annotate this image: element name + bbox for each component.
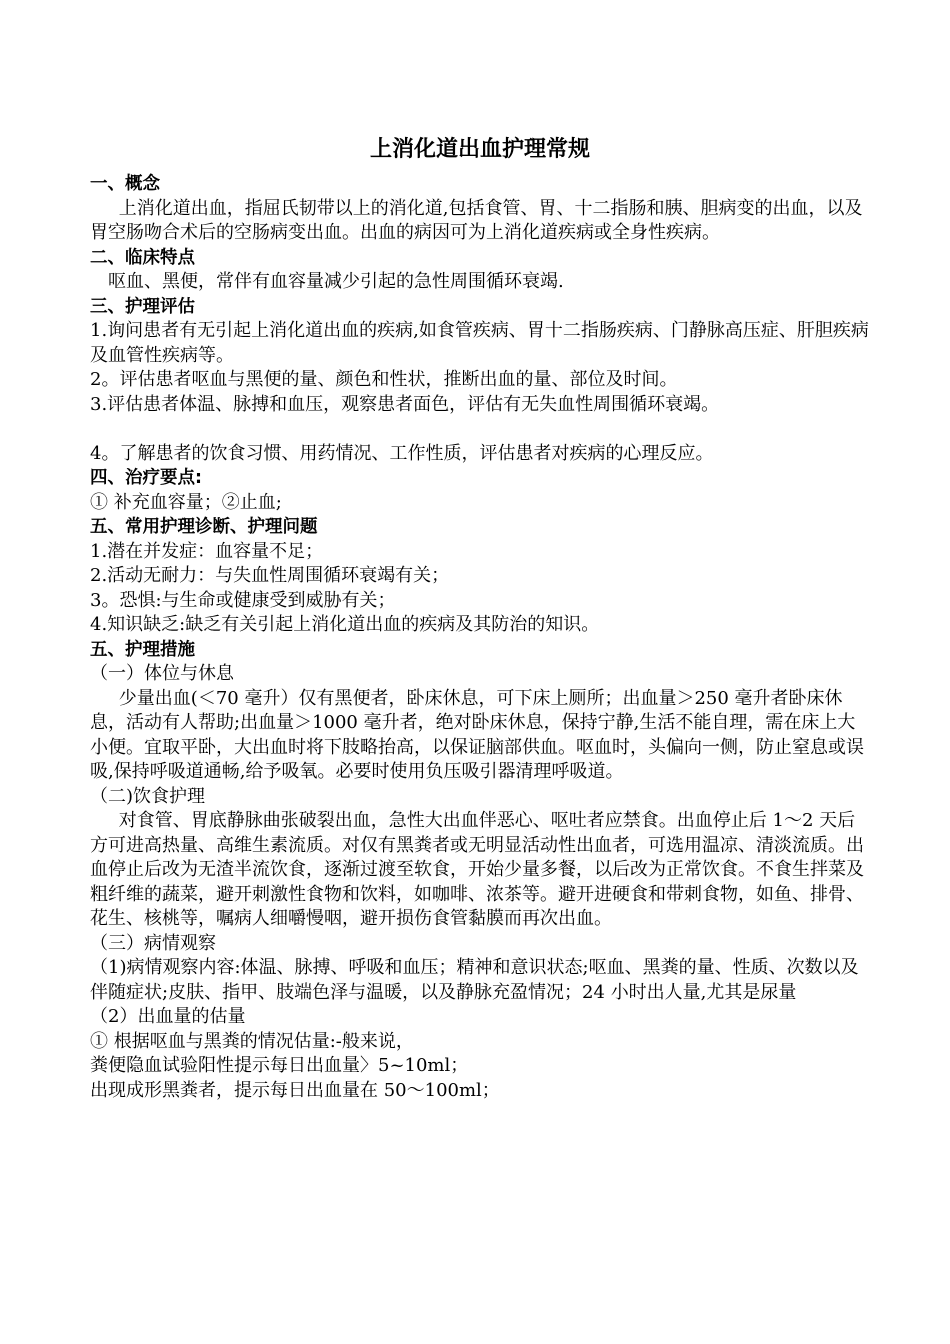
section-body-clinical: 呕血、黑便，常伴有血容量减少引起的急性周围循环衰竭. [108,271,564,292]
list-item: 粪便隐血试验阳性提示每日出血量〉5~10ml； [90,1055,469,1076]
section-heading-assessment: 三、护理评估 [90,296,195,317]
blank-line [90,417,870,442]
list-item: 出现成形黑粪者，提示每日出血量在 50～100ml； [90,1079,500,1101]
section-heading-diagnosis: 五、常用护理诊断、护理问题 [90,517,318,537]
section-heading-concept: 一、概念 [90,174,160,194]
list-item: 2.活动无耐力：与失血性周围循环衰竭有关； [90,565,450,586]
subsection-body-diet: 对食管、胃底静脉曲张破裂出血，急性大出血伴恶心、呕吐者应禁食。出血停止后 1～2 天后方可进高热量、高维生素流质。对仅有黑粪者或无明显活动性出血者，可选用温凉、清淡流质。出血停止后改为无渣半流饮食，逐渐过渡至软食，开始少量多餐，以后改为正常饮食。不食生拌菜及粗纤维的蔬菜，避开刺激性食物和饮料，如咖啡、浓茶等。避开进硬食和带刺食物，如鱼、排骨、花生、核桃等，嘱病人细嚼慢咽，避开损伤食管黏膜而再次出血。 [90,810,864,929]
section-body-treatment: ① 补充血容量；②止血; [90,491,282,513]
list-item: 3.评估患者体温、脉搏和血压，观察患者面色，评估有无失血性周围循环衰竭。 [90,393,720,415]
list-item: ① 根据呕血与黑粪的情况估量:-般来说， [90,1030,414,1052]
section-heading-measures: 五、护理措施 [90,639,195,660]
observation-content: （1)病情观察内容:体温、脉搏、呼吸和血压；精神和意识状态;呕血、黑粪的量、性质、次数以及伴随症状;皮肤、指甲、肢端色泽与温暖，以及静脉充盈情况；24 小时出人量,尤其是尿量 [90,957,859,1003]
subsection-heading-observation: （三）病情观察 [90,932,216,954]
section-body-concept: 上消化道出血，指屈氏韧带以上的消化道,包括食管、胃、十二指肠和胰、胆病变的出血，以及胃空肠吻合术后的空肠病变出血。出血的病因可为上消化道疾病或全身性疾病。 [90,197,863,243]
list-item: 3。恐惧:与生命或健康受到威胁有关； [90,589,396,611]
list-item: 4.知识缺乏:缺乏有关引起上消化道出血的疾病及其防治的知识。 [90,614,600,635]
subsection-body-position: 少量出血(＜70 毫升）仅有黑便者，卧床休息，可下床上厕所；出血量＞250 毫升者卧床休息，活动有人帮助;出血量＞1000 毫升者，绝对卧床休息，保持宁静,生活不能自理，需在床上大小便。宜取平卧，大出血时将下肢略抬高，以保证脑部供血。呕血时，头偏向一侧，防止窒息或误吸,保持呼吸道通畅,给予吸氧。必要时使用负压吸引器清理呼吸道。 [90,687,864,782]
list-item: 1.询问患者有无引起上消化道出血的疾病,如食管疾病、胃十二指肠疾病、门静脉高压症、肝胆疾病及血管性疾病等。 [90,320,869,366]
list-item: 4。了解患者的饮食习惯、用药情况、工作性质，评估患者对疾病的心理反应。 [90,442,714,464]
subsection-heading-position: （一）体位与休息 [90,663,234,684]
section-heading-clinical: 二、临床特点 [90,247,195,268]
observation-estimate-heading: （2）出血量的估量 [90,1006,246,1027]
document-page [90,132,870,1103]
list-item: 1.潜在并发症：血容量不足； [90,540,324,562]
document-title: 上消化道出血护理常规 [369,137,590,162]
list-item: 2。评估患者呕血与黑便的量、颜色和性状，推断出血的量、部位及时间。 [90,369,678,390]
subsection-heading-diet: （二)饮食护理 [90,785,206,807]
section-heading-treatment: 四、治疗要点: [90,468,202,488]
